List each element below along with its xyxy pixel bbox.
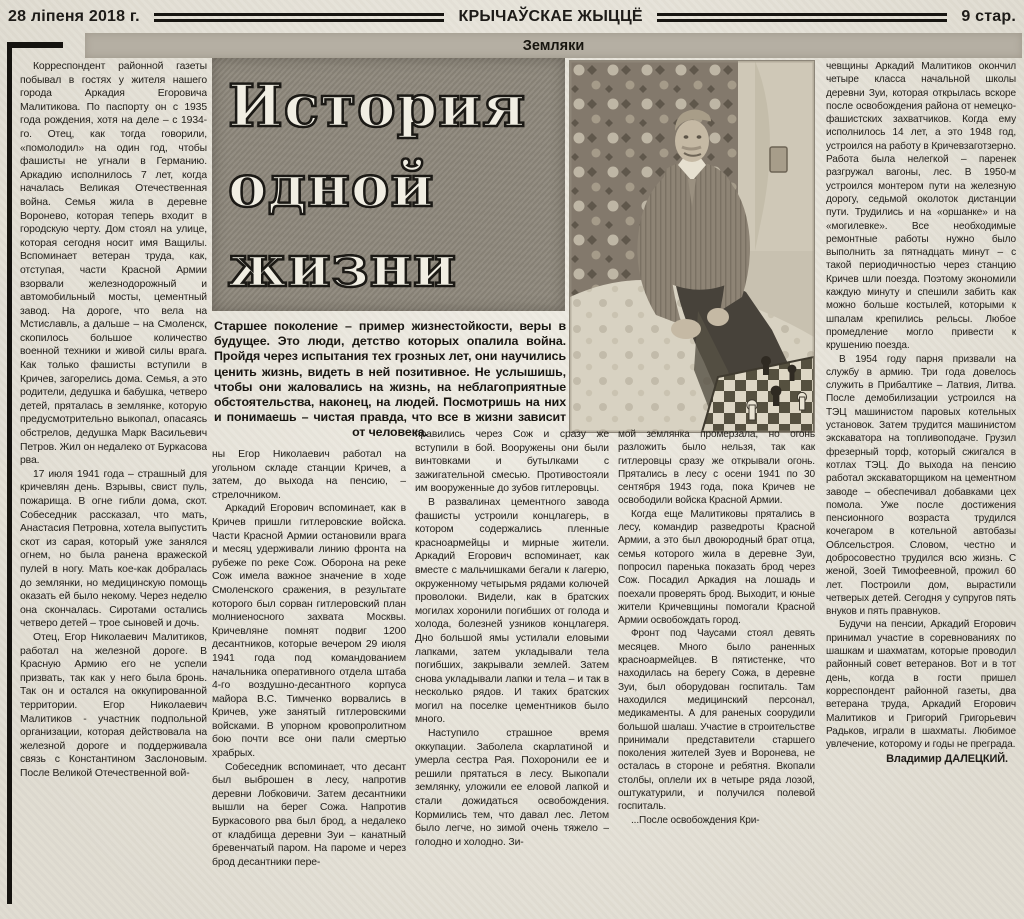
paragraph: Фронт под Чаусами стоял девять месяцев. Много было раненных красноармейцев. В пятистенке, что находилась на берегу Сожа, в деревне Зуи, был оборудован госпиталь. Там находился медицинский персонал, медикаменты. А для раненых соорудили большой шалаш. Участие в строительстве принимали представители старшего поколения жителей Зуев и Воронева, не осталась в стороне и ребятня. Вкопали столбы, оплели их в четыре ряда лозой, оштукатурили, и получился полевой госпиталь.: [618, 628, 815, 813]
header-rule-left: [154, 13, 445, 22]
paragraph: чевщины Аркадий Малитиков окончил четыре класса начальной школы деревни Зуи, которая открылась вскоре после освобождения района от немецко-фашистских захватчиков. Когда ему исполнилось 14 лет, а это 1948 год, устроился на работу в Кричевзаготзерно. Работа была нелегкой – паренек разгружал вагоны, лес. В 1950-м устроился монтером пути на железную дорогу, седьмой околоток дистанции пути. Трудились и на «оршанке» и на «могилевке». Все необходимые ремонтные работы нужно было выполнить за пятнадцать минут – с такой периодичностью через станцию Кричев шли поезда. Поэтому экономили каждую минуту и спешили забить как можно больше костылей, которыми к шпалам крепились рельсы. Любое промедление могло привести к крушению поезда.: [826, 61, 1016, 352]
column-5-text: [826, 60, 1016, 751]
author-byline: Владимир ДАЛЕЦКИЙ.: [886, 753, 1008, 766]
body-column-4: [618, 428, 815, 907]
headline-line-2: одной: [228, 152, 435, 220]
paragraph: Наступило страшное время оккупации. Заболела скарлатиной и умерла сестра Рая. Похоронили ее и решили прятаться в лесу. Выкопали землянку, уложили ее еловой лапкой и стали дожидаться освобождения. Кормились тем, что давал лес. Летом было легче, но зимой очень тяжело – голодно и холодно. Зи-: [415, 728, 609, 848]
paragraph: 17 июля 1941 года – страшный для кричевлян день. Взрывы, свист пуль, пожарища. В огне гибли дома, скот. Собеседник рассказал, что мать, Анастасия Петровна, хотела выпустить скот из сарая, который уже занялся огнем, но была ранена вражеской пулей в ногу. Мать кое-как добралась до землянки, но медицинскую помощь оказать ей было некому. Через неделю она скончалась. Сиротами остались четверо детей – трое сыновей и дочь.: [20, 468, 207, 630]
header-rule-right: [657, 13, 948, 22]
paragraph: Отец, Егор Николаевич Малитиков, работал на железной дороге. В Красную Армию его не успели призвать, так как у него была бронь. Так он и остался на оккупированной территории. Егор Николаевич Малитиков - участник подпольной организации, которая действовала на железной дороге и поддерживала связь с Константином Заслоновым. После Великой Отечественной вой-: [20, 631, 207, 779]
body-column-2: [212, 448, 406, 907]
article-frame-left: [7, 42, 12, 904]
paragraph: Корреспондент районной газеты побывал в гостях у жителя нашего города Аркадия Егоровича Малитикова. По паспорту он с 1935 года рождения, хотя на деле – с 1934-го. Отец, как тогда говорили, «помолодил» на один год, чтобы фашисты не угнали в Германию. Аркадию исполнилось 7 лет, когда началась Великая Отечественная война. Семья жила в деревне Воронево, которая теперь входит в городскую черту. Дом стоял на улице, которая сегодня носит имя Ващилы. Вспоминает ветеран труда, как, отступая, части Красной Армии взорвали железнодорожный и автомобильный мосты, цементный завод. На дороге, что вела на Мстиславль, а дальше – на Смоленск, скопилось большое количество военной техники и живой силы врага. Как только фашисты вступили в Кричев, загорелись дома. Семья, а это родители, дедушка и бабушка, четверо детей, пряталась в землянке, которую предусмотрительно выкопал, опасаясь обстрелов, дедушка Марк Васильевич Петров. Жил он недалеко от Буркасова рва.: [20, 61, 207, 467]
headline-line-3: жизни: [228, 232, 458, 300]
body-column-3: [415, 428, 609, 907]
paragraph: В 1954 году парня призвали на службу в армию. Три года довелось служить в Прибалтике – Латвия, Литва. После демобилизации устроился на ТЭЦ машинистом паровых котельных установок. Затем трудится машинистом экскаватора на топливоподаче. Грузил фрезерный торф, который сжигался в котлах ТЭЦ. До выхода на пенсию работал экскаваторщиком на цементном заводе – обеспечивал добавками цех помола. Уже после достижения пенсионного возраста трудился кочегаром в котельной автобазы Облсельстроя. Словом, честно и добросовестно трудился всю жизнь. С женой, Зоей Тимофеевной, прожил 60 лет. Построили дом, вырастили четверых детей. Сегодня у супругов пять внуков и пять правнуков.: [826, 353, 1016, 618]
paragraph: В развалинах цементного завода фашисты устроили концлагерь, в котором содержались пленные красноармейцы и мирные жители. Аркадий Егорович вспоминает, как вместе с мальчишками бегали к лагерю, окруженному четырьмя рядами колючей проволоки. Видели, как в братских могилах хоронили погибших от голода и холода, болезней узников концлагеря. Дно большой ямы устилали еловыми лапками, затем укладывали тела погибших, закрывали землей. Затем снова укладывали лапки и тела – и так в несколько рядов. И таких братских могил на поселке цементников было много.: [415, 496, 609, 726]
section-label: Земляки: [522, 37, 585, 54]
paragraph: ны Егор Николаевич работал на угольном складе станции Кричев, а затем, до выхода на пенсию, – стрелочником.: [212, 449, 406, 501]
portrait-photo: [569, 60, 815, 433]
headline-line-1: История: [228, 72, 527, 140]
paragraph: правились через Сож и сразу же вступили в бой. Вооружены они были винтовками и бутылками с зажигательной смесью. Противостояли им вооруженные до зубов гитлеровцы.: [415, 429, 609, 495]
paragraph: мой землянка промерзала, но огонь разложить было нельзя, так как гитлеровцы сразу же открывали огонь. Прятались в лесу с осени 1941 по 30 сентября 1943 года, пока Кричев не освободили войска Красной Армии.: [618, 429, 815, 507]
article-headline: [212, 58, 565, 311]
paragraph: ...После освобождения Кри-: [631, 814, 760, 826]
body-column-1: [20, 60, 207, 907]
article-frame-top: [7, 42, 63, 48]
lede-paragraph: Старшее поколение – пример жизнестойкости, веры в будущее. Это люди, детство которых опалила война. Пройдя через испытания тех грозных лет, они научились ценить жизнь, видеть в ней позитивное. Не услышишь, чтобы они жаловались на жизнь, на неблагоприятные обстоятельства, наконец, на людей. Посмотришь на них и понимаешь – чистая правда, что все в жизни зависит от человека.: [214, 319, 566, 440]
page-number: 9 стар.: [961, 8, 1017, 25]
paragraph: Будучи на пенсии, Аркадий Егорович принимал участие в соревнованиях по шашкам и шахматам, которые проводил районный совет ветеранов. Вот и в тот день, когда в гости пришел корреспондент районной газеты, два ветерана труда, Аркадий Егорович Малитиков и Григорий Григорьевич Радьков, играли в шахматы. Любимое увлечение, которому и годы не преграда.: [826, 619, 1016, 751]
page-date: 28 ліпеня 2018 г.: [8, 8, 140, 25]
page-header: [8, 8, 1016, 26]
body-column-5: [826, 60, 1016, 907]
portrait-photo-drawing: [570, 61, 814, 432]
paragraph: Собеседник вспоминает, что десант был выброшен в лесу, напротив деревни Лобковичи. Затем десантники вышли на берег Сожа. Напротив Буркасового рва был брод, а недалеко от кладбища деревни Зуи – канатный бревенчатый паром. На пароме и через брод десантники пере-: [212, 761, 406, 868]
section-bar: [85, 33, 1022, 58]
masthead-title: КРЫЧАЎСКАЕ ЖЫЦЦЁ: [458, 8, 643, 25]
paragraph: Аркадий Егорович вспоминает, как в Кричев пришли гитлеровские войска. Части Красной Армии остановили врага и месяц удерживали линию фронта на рубеже по реке Сож. Оборона на реке Сож имела важное значение в ходе Смоленского сражения, в результате которого был сорван гитлеровский план молниеносного захвата Москвы. Кричевляне помнят подвиг 1200 десантников, которые вечером 29 июля 1941 года под командованием начальника оперативного отдела штаба 4-го воздушно-десантного корпуса майора В.С. Тимченко ворвались в Кричев, уже занятый гитлеровскими войсками. В упорном кровопролитном бою почти все они пали смертью храбрых.: [212, 503, 406, 760]
paragraph: Когда еще Малитиковы прятались в лесу, командир разведроты Красной Армии, а это был двоюродный брат отца, семья которого жила в деревне Зуи, попросил паренька показать брод через Сож. Посадил Аркадия на лошадь и поехали проверять брод. Выходит, и юные жители Кричевщины помогали Красной Армии освобождать город.: [618, 508, 815, 627]
